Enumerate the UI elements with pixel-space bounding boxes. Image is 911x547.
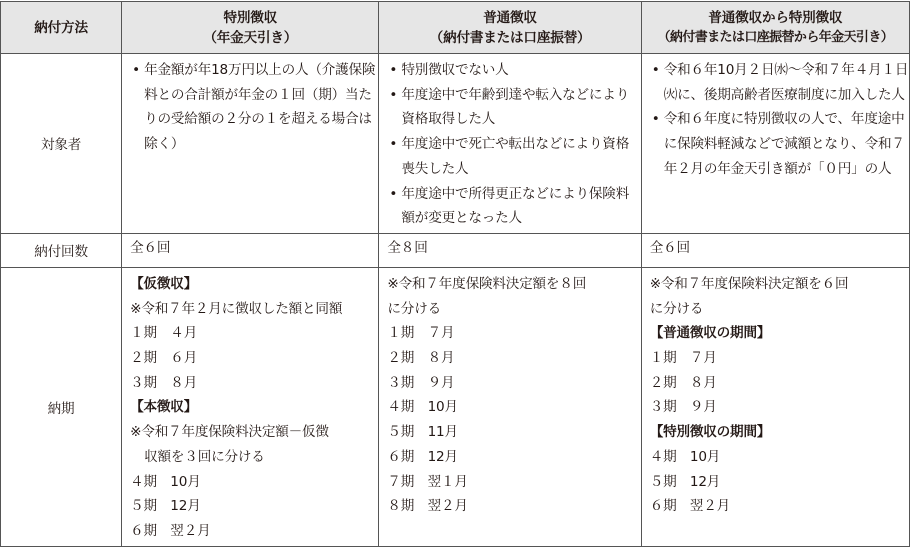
target-col3 [641, 54, 909, 234]
header-special-collection [122, 2, 379, 54]
header-row [1, 2, 910, 54]
header-payment-method: 納付方法 [1, 2, 122, 54]
list-item: • 年度途中で所得更正などにより保険料額が変更となった人 [387, 182, 640, 231]
section-heading: 【普通徴収の期間】 [649, 325, 771, 342]
header-col2-title: 普通徴収 [483, 9, 537, 26]
list-item: ４期 10月 [387, 399, 458, 416]
note-text: ※令和７年度保険料決定額を８回 [387, 275, 587, 292]
note-text: ※令和７年２月に徴収した額と同額 [130, 300, 343, 317]
row-due-dates [1, 267, 910, 546]
list-item: １期 ４月 [130, 325, 198, 342]
list-item: ５期 11月 [387, 424, 458, 441]
list-item: ２期 ８月 [649, 374, 717, 391]
list-item: • 令和６年度に特別徴収の人で、年度途中に保険料軽減などで減額となり、令和７年２月の年金天引き額が「０円」の人 [650, 107, 909, 181]
list-item: ７期 翌１月 [387, 473, 468, 490]
count-col1: 全６回 [122, 233, 379, 267]
row-label-period: 納期 [1, 267, 122, 546]
header-ordinary-to-special [641, 2, 909, 54]
row-label-target: 対象者 [1, 54, 122, 234]
row-payment-count [1, 233, 910, 267]
list-item: • 特別徴収でない人 [387, 58, 640, 83]
list-item: ６期 翌２月 [130, 522, 211, 539]
header-col1-title: 特別徴収 [223, 9, 278, 26]
list-item: ５期 12月 [130, 498, 201, 515]
list-item: ５期 12月 [649, 473, 721, 490]
header-col3-title: 普通徴収から特別徴収 [708, 9, 843, 26]
row-label-count: 納付回数 [1, 233, 122, 267]
list-item: ４期 10月 [649, 448, 721, 465]
list-item: ３期 ９月 [387, 374, 455, 391]
list-item: ６期 翌２月 [649, 498, 731, 515]
target-col1 [122, 54, 379, 234]
section-heading: 【仮徴収】 [130, 275, 198, 292]
list-item: ２期 ６月 [130, 350, 198, 367]
period-col3 [641, 267, 909, 546]
note-text: 収額を３回に分ける [144, 448, 265, 465]
payment-method-table [0, 1, 910, 547]
list-item: • 年金額が年18万円以上の人（介護保険料との合計額が年金の１回（期）当たりの受給額の２分の１を超える場合は除く） [130, 58, 378, 157]
section-heading: 【本徴収】 [130, 399, 198, 416]
note-text: に分ける [387, 300, 441, 317]
list-item: ３期 ８月 [130, 374, 198, 391]
period-col2 [379, 267, 641, 546]
list-item: ２期 ８月 [387, 350, 455, 367]
list-item: １期 ７月 [387, 325, 455, 342]
header-col1-sub: （年金天引き） [203, 29, 298, 46]
list-item: • 年度途中で年齢到達や転入などにより資格取得した人 [387, 83, 640, 132]
row-target-persons [1, 54, 910, 234]
header-ordinary-collection [379, 2, 641, 54]
note-text: に分ける [649, 300, 704, 317]
list-item: ３期 ９月 [649, 399, 717, 416]
count-col2: 全８回 [379, 233, 641, 267]
target-col2 [379, 54, 641, 234]
header-col2-sub: （納付書または口座振替） [429, 29, 591, 46]
note-text: ※令和７年度保険料決定額を６回 [649, 275, 849, 292]
list-item: • 令和６年10月２日㈬〜令和７年４月１日㈫に、後期高齢者医療制度に加入した人 [650, 58, 909, 107]
header-col3-sub: （納付書または口座振替から年金天引き） [657, 29, 894, 45]
section-heading: 【特別徴収の期間】 [649, 424, 771, 441]
list-item: ４期 10月 [130, 473, 201, 490]
count-col3: 全６回 [641, 233, 909, 267]
period-col1 [122, 267, 379, 546]
list-item: ６期 12月 [387, 448, 458, 465]
list-item: １期 ７月 [649, 350, 717, 367]
list-item: • 年度途中で死亡や転出などにより資格喪失した人 [387, 132, 640, 181]
note-text: ※令和７年度保険料決定額－仮徴 [130, 424, 329, 441]
list-item: ８期 翌２月 [387, 498, 468, 515]
